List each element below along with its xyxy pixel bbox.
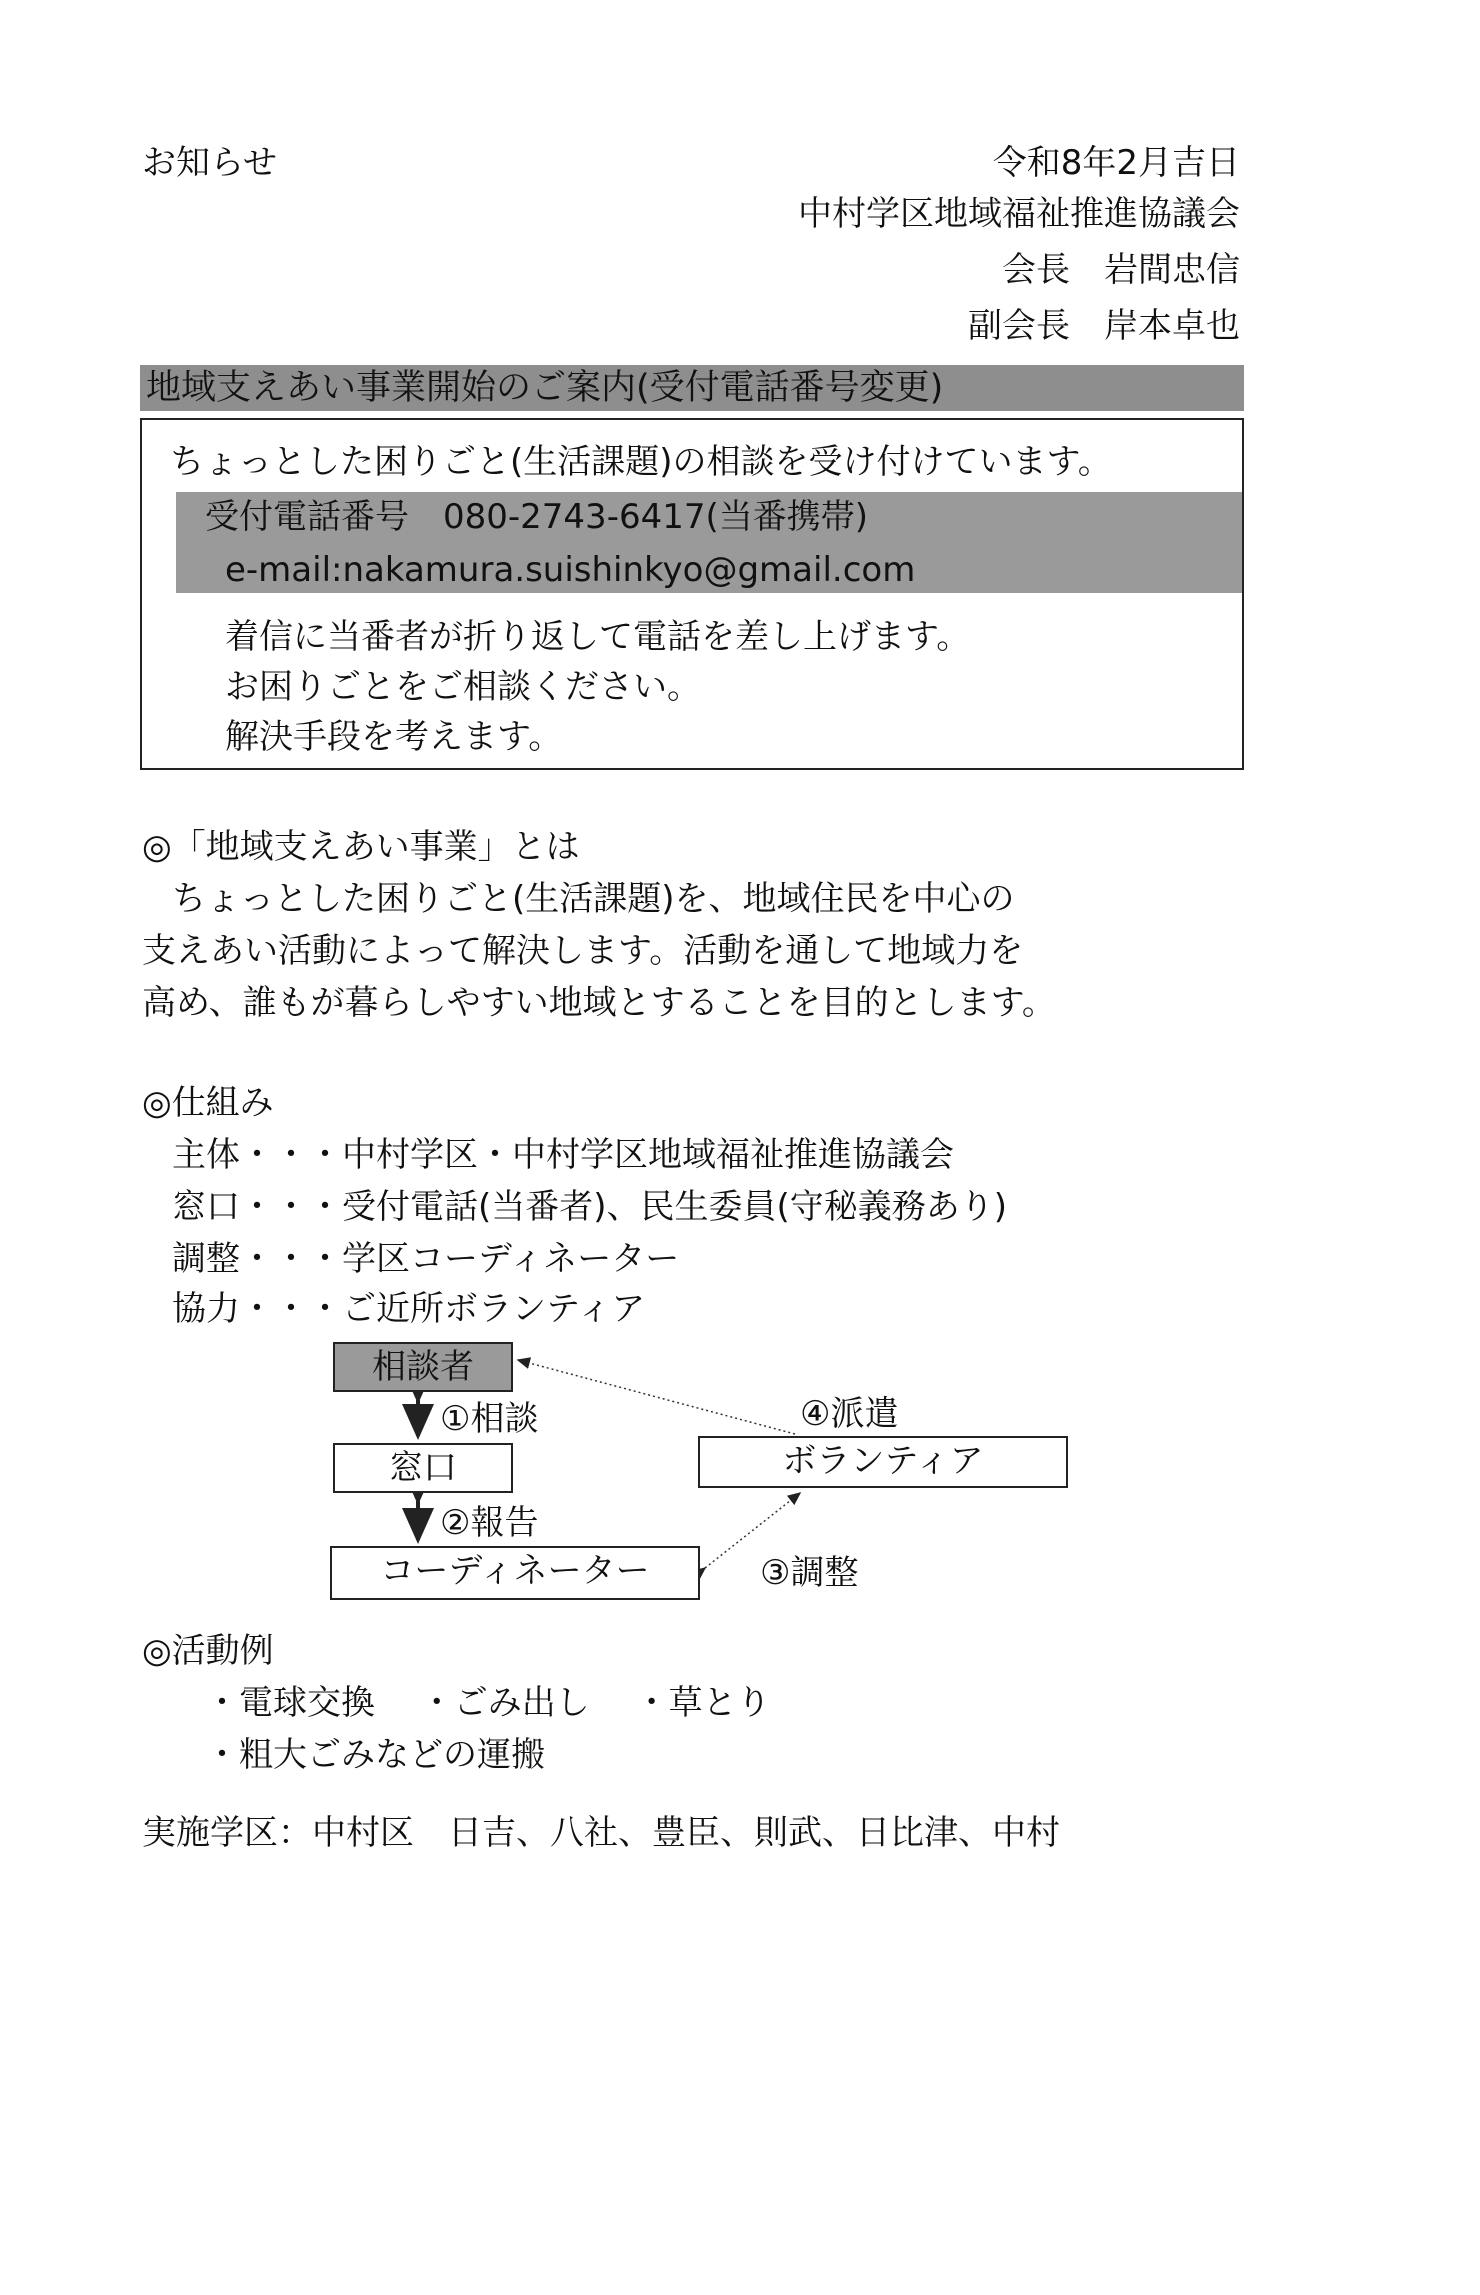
about-line: 支えあい活動によって解決します。活動を通して地域力を bbox=[142, 931, 1024, 971]
label-dispatch: ④派遣 bbox=[800, 1394, 899, 1434]
mechanism-item: 窓口・・・受付電話(当番者)、民生委員(守秘義務あり) bbox=[172, 1187, 1008, 1227]
node-volunteer bbox=[698, 1436, 1068, 1488]
label-report: ②報告 bbox=[440, 1503, 539, 1543]
node-volunteer-label: ボランティア bbox=[782, 1441, 984, 1481]
node-consultant bbox=[333, 1342, 513, 1392]
node-window bbox=[333, 1443, 513, 1493]
label-consult: ①相談 bbox=[440, 1399, 539, 1439]
info-line: 解決手段を考えます。 bbox=[225, 717, 563, 757]
notice-label: お知らせ bbox=[142, 143, 277, 183]
banner-title: 地域支えあい事業開始のご案内(受付電話番号変更) bbox=[146, 368, 944, 408]
phone-number: 受付電話番号 080-2743-6417(当番携帯) bbox=[205, 497, 869, 537]
node-coordinator bbox=[330, 1546, 700, 1600]
info-line: お困りごとをご相談ください。 bbox=[225, 667, 701, 707]
about-line: 高め、誰もが暮らしやすい地域とすることを目的とします。 bbox=[142, 983, 1056, 1023]
consult-line: ちょっとした困りごと(生活課題)の相談を受け付けています。 bbox=[170, 442, 1112, 482]
chair-name: 会長 岩間忠信 bbox=[1002, 250, 1240, 290]
node-consultant-label: 相談者 bbox=[372, 1347, 474, 1387]
mechanism-item: 調整・・・学区コーディネーター bbox=[172, 1239, 680, 1279]
node-window-label: 窓口 bbox=[389, 1448, 457, 1488]
email-address: e-mail:nakamura.suishinkyo@gmail.com bbox=[225, 550, 916, 590]
organization-name: 中村学区地域福祉推進協議会 bbox=[798, 194, 1240, 234]
mechanism-item: 協力・・・ご近所ボランティア bbox=[172, 1289, 646, 1329]
dispatch-arrow bbox=[518, 1360, 795, 1434]
mechanism-heading: ◎仕組み bbox=[142, 1083, 274, 1123]
about-line: ちょっとした困りごと(生活課題)を、地域住民を中心の bbox=[172, 879, 1015, 919]
mechanism-item: 主体・・・中村学区・中村学区地域福祉推進協議会 bbox=[172, 1135, 954, 1175]
activities-row: ・粗大ごみなどの運搬 bbox=[205, 1735, 545, 1775]
label-adjust: ③調整 bbox=[760, 1553, 859, 1593]
about-heading: ◎「地域支えあい事業」とは bbox=[142, 827, 580, 867]
activities-row: ・電球交換 ・ごみ出し ・草とり bbox=[205, 1683, 771, 1723]
node-coordinator-label: コーディネーター bbox=[380, 1551, 650, 1591]
vice-chair-name: 副会長 岸本卓也 bbox=[968, 306, 1240, 346]
activities-heading: ◎活動例 bbox=[142, 1631, 274, 1671]
issue-date: 令和8年2月吉日 bbox=[992, 143, 1240, 183]
school-districts: 実施学区：中村区 日吉、八社、豊臣、則武、日比津、中村 bbox=[142, 1813, 1060, 1853]
info-line: 着信に当番者が折り返して電話を差し上げます。 bbox=[225, 617, 971, 657]
